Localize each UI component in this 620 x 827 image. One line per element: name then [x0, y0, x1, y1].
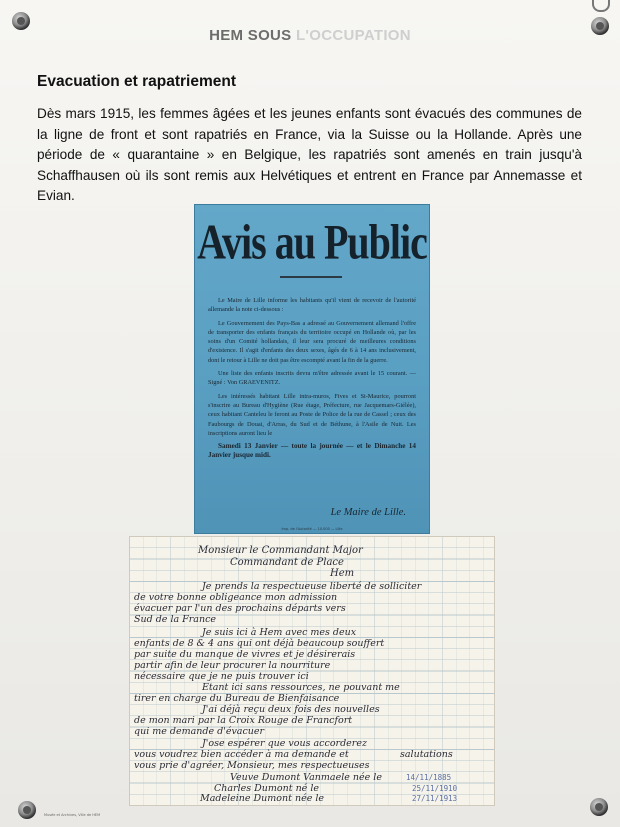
letter-line: enfants de 8 & 4 ans qui ont déjà beaucoup souffert [134, 638, 385, 649]
letter-date-stamp: 14/11/1885 [406, 773, 452, 782]
screw-icon [590, 798, 608, 816]
poster-list-note: Une liste des enfants inscrits devra m'être adressée avant le 15 courant. — Signé : Von GRAEVENITZ. [208, 370, 416, 387]
handwritten-letter [130, 537, 494, 805]
letter-date-stamp: 25/11/1910 [412, 784, 458, 793]
letter-line: par suite du manque de vivres et je désirerais [134, 649, 356, 660]
letter-line: de votre bonne obligeance mon admission [134, 592, 338, 603]
letter-date-stamp: 27/11/1913 [412, 794, 458, 803]
letter-line: Je suis ici à Hem avec mes deux [202, 627, 357, 638]
letter-line: J'ai déjà reçu deux fois des nouvelles [202, 704, 380, 715]
header-title-faded: L'OCCUPATION [295, 27, 411, 44]
letter-line: nécessaire que je ne puis trouver ici [134, 671, 309, 682]
letter-address-line: Monsieur le Commandant Major [198, 545, 363, 556]
poster-signature: Le Maire de Lille. [330, 507, 406, 518]
avis-au-public-poster [194, 204, 430, 534]
page-header [0, 27, 620, 44]
letter-line: de mon mari par la Croix Rouge de Francfort [134, 715, 353, 726]
letter-line: évacuer par l'un des prochains départs vers [134, 603, 346, 614]
screw-icon [18, 801, 36, 819]
letter-signature-line: Madeleine Dumont née le [200, 793, 325, 804]
letter-address-line: Hem [330, 568, 355, 579]
credit-line: Musée et Archives, Ville de HEM [44, 813, 101, 817]
letter-line: partir afin de leur procurer la nourriture [134, 660, 331, 671]
letter-signature-line: Charles Dumont né le [214, 783, 319, 794]
intro-paragraph: Dès mars 1915, les femmes âgées et les jeunes enfants sont évacués des communes de la ligne de front et sont rapatriés en France, via la Suisse ou la Hollande. Après une période de « quarantaine » en Belgique, les rapatriés sont amenés en train jusqu'à Schaffhausen où ils sont remis aux Helvétiques et entrent en France par Annemasse et Evian. [37, 106, 582, 203]
poster-body [208, 296, 416, 465]
letter-line: qui me demande d'évacuer [134, 726, 265, 737]
letter-signature-line: Veuve Dumont Vanmaele née le [230, 772, 382, 783]
poster-printer-line: Imp. de l'Autorité — 10.000 — Lille [281, 527, 343, 531]
letter-line: tirer en charge du Bureau de Bienfaisance [134, 693, 340, 704]
poster-instructions: Les intéressés habitant Lille intra-muros, Fives et St-Maurice, pourront s'inscrire au Bureau d'Hygiène (Rue étage, Préfecture, rue Jacquemars-Giélée), ceux habitant Canteleu le feront au Poste de Police de la rue de Cassel ; ceux des Faubourgs de Douai, d'Arras, du Sud et de Béthune, à l'Asile de Nuit. Les inscriptions auront lieu le [208, 392, 416, 437]
letter-line: salutations [400, 749, 453, 760]
header-title: HEM SOUS [209, 27, 296, 44]
letter-line: Je prends la respectueuse liberté de solliciter [202, 581, 422, 592]
section-title: Evacuation et rapatriement [37, 73, 236, 90]
poster-title: Avis au Public [197, 213, 427, 270]
poster-intro: Le Maire de Lille informe les habitants qu'il vient de recevoir de l'autorité allemande la note ci-dessous : [208, 297, 416, 314]
letter-line: vous prie d'agréer, Monsieur, mes respectueuses [134, 760, 370, 771]
letter-line: J'ose espérer que vous accorderez [202, 738, 367, 749]
letter-line: Sud de la France [134, 614, 217, 625]
letter-line: vous voudrez bien accéder à ma demande et [134, 749, 349, 760]
letter-address-line: Commandant de Place [230, 557, 344, 568]
letter-line: Etant ici sans ressources, ne pouvant me [202, 682, 400, 693]
poster-divider [280, 276, 342, 278]
poster-dates: Samedi 13 Janvier — toute la journée — et le Dimanche 14 Janvier jusque midi. [208, 442, 416, 460]
poster-note: Le Gouvernement des Pays-Bas a adressé au Gouvernement allemand l'offre de transporter des enfants français du territoire occupé en Hollande où, par les soins d'un Comité hollandais, il leur sera procuré de meilleures conditions d'existence. Il s'agit d'enfants des deux sexes, âgés de 6 à 14 ans inclusivement, dont le retour à Lille ne doit pas être escompté avant la fin de la guerre. [208, 319, 416, 364]
